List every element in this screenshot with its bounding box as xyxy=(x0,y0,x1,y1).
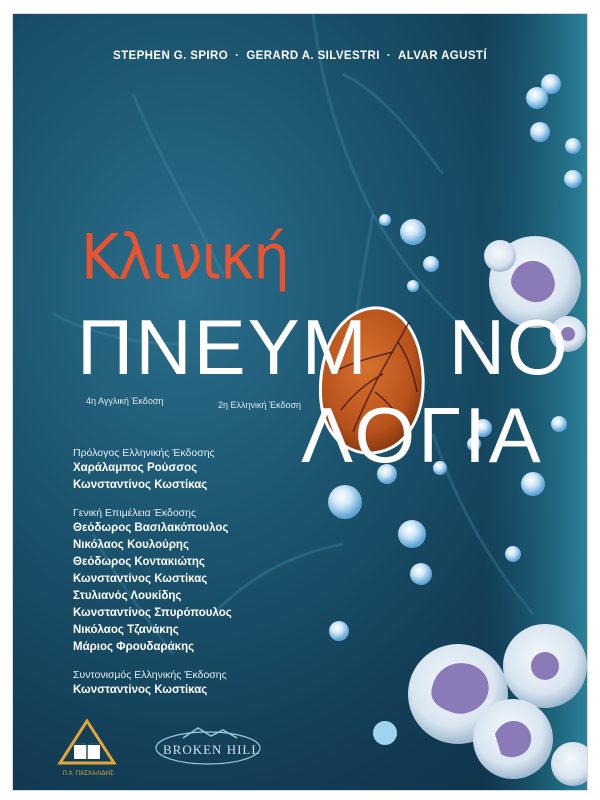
coordination-heading: Συντονισμός Ελληνικής Έκδοσης xyxy=(73,669,227,681)
editing-heading: Γενική Επιμέλεια Έκδοσης xyxy=(73,507,197,519)
author-1: STEPHEN G. SPIRO xyxy=(113,50,229,62)
author-3: ALVAR AGUSTÍ xyxy=(398,50,487,62)
greek-edition-label: 2η Ελληνική Έκδοση xyxy=(218,400,302,410)
author-separator: · xyxy=(235,50,240,62)
title-line-2-start: ΠΝΕΥΜ xyxy=(77,303,369,391)
greek-publisher-label: Π.Χ. ΠΑΣΧΑΛΙΔΗΣ xyxy=(62,771,114,777)
editor-name: Μάριος Φρουδαράκης xyxy=(73,641,195,653)
editor-name: Κωνσταντίνος Σπυρόπουλος xyxy=(73,607,232,619)
editor-name: Νικόλαος Κουλούρης xyxy=(73,539,189,551)
authors-line xyxy=(13,50,587,62)
editor-name: Θεόδωρος Κοντακιώτης xyxy=(73,556,205,568)
author-separator: · xyxy=(386,50,392,62)
title-line-2 xyxy=(77,302,570,393)
english-publisher-label: BROKEN HILL xyxy=(163,742,261,757)
english-edition-label: 4η Αγγλική Έκδοση xyxy=(86,396,164,406)
editor-name: Κωνσταντίνος Κωστίκας xyxy=(73,573,208,585)
book-cover xyxy=(13,14,587,790)
title-line-1: Κλινική xyxy=(81,220,289,294)
coordinator-name: Κωνσταντίνος Κωστίκας xyxy=(73,684,208,696)
preface-name: Κωνσταντίνος Κωστίκας xyxy=(73,479,208,491)
title-line-3: ΛΟΓΙΑ xyxy=(301,391,544,479)
preface-heading: Πρόλογος Ελληνικής Έκδοσης xyxy=(73,447,215,459)
greek-publisher-logo-icon xyxy=(56,719,118,769)
author-2: GERARD A. SILVESTRI xyxy=(246,50,380,62)
editor-name: Στυλιανός Λουκίδης xyxy=(73,590,182,602)
credits-block xyxy=(73,446,313,699)
preface-name: Χαράλαμπος Ρούσσος xyxy=(73,462,198,474)
title-line-2-end: ΝΟ xyxy=(448,303,570,391)
editor-name: Νικόλαος Τζανάκης xyxy=(73,624,179,636)
editor-name: Θεόδωρος Βασιλακόπουλος xyxy=(73,522,229,534)
